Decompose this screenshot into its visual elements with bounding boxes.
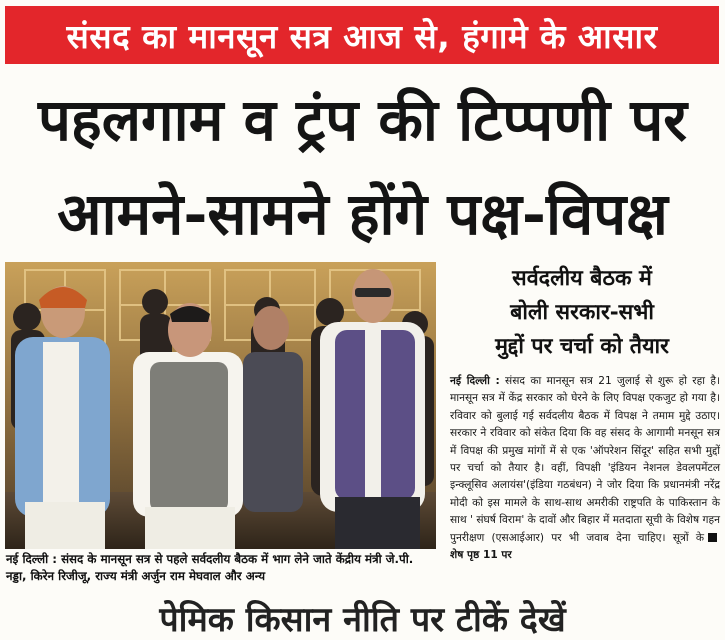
sub-headline [444,262,720,364]
sub-headline-line-1: सर्वदलीय बैठक में [512,266,652,291]
continued-marker-icon [708,533,717,542]
sub-headline-line-2: बोली सरकार-सभी [510,300,654,325]
photo-caption [6,551,436,585]
banner-text: संसद का मानसून सत्र आज से, हंगामे के आसार [66,16,658,56]
article-text: संसद का मानसून सत्र 21 जुलाई से शुरू हो रहा है। मानसून सत्र में केंद्र सरकार को घेरने के लिए विपक्ष एकजुट हो गया है। रविवार को बुलाई गई सर्वदलीय बैठक में विपक्ष ने तमाम मुद्दे उठाए। सरकार ने रविवार को संकेत दिया कि वह संसद के आगामी मनसून सत्र में विपक्ष की प्रमुख मांगों में से एक 'ऑपरेशन सिंदूर' सहित सभी मुद्दों पर चर्चा को तैयार है। वहीं, विपक्षी 'इंडियन नेशनल डेवलपमेंटल इन्क्लूसिव अलायंस'(इंडिया गठबंधन) ने जोर दिया कि प्रधानमंत्री नरेंद्र मोदी को इस मामले के साथ-साथ अमरीकी राष्ट्रपति के पाकिस्तान के साथ ' संघर्ष विराम' के दावों और बिहार में मतदाता सूची के विशेष गहन पुनरीक्षण (एसआईआर) पर भी जवाब देना चाहिए। सूत्रों के [450,375,720,544]
continued-on-page: शेष पृष्ठ 11 पर [450,549,512,562]
next-headline-text: पेमिक किसान नीति पर टीकें देखें [159,600,566,640]
group-photo-illustration [5,262,436,549]
main-headline-line-2: आमने-सामने होंगे पक्ष-विपक्ष [57,180,668,248]
caption-dateline: नई दिल्ली : [6,552,57,566]
sub-headline-line-3: मुद्दों पर चर्चा को तैयार [495,334,669,359]
article-body [450,373,720,564]
caption-text: संसद के मानसून सत्र से पहले सर्वदलीय बैठक में भाग लेने जाते केंद्रीय मंत्री जे.पी. नड्डा, किरेन रिजीजू, राज्य मंत्री अर्जुन राम मेघवाल और अन्य [6,552,414,583]
news-photo [5,262,436,549]
next-headline-partial [0,598,725,640]
main-headline-line-1: पहलगाम व ट्रंप की टिप्पणी पर [37,86,688,154]
top-banner [5,6,719,64]
article-dateline: नई दिल्ली : [450,375,500,387]
